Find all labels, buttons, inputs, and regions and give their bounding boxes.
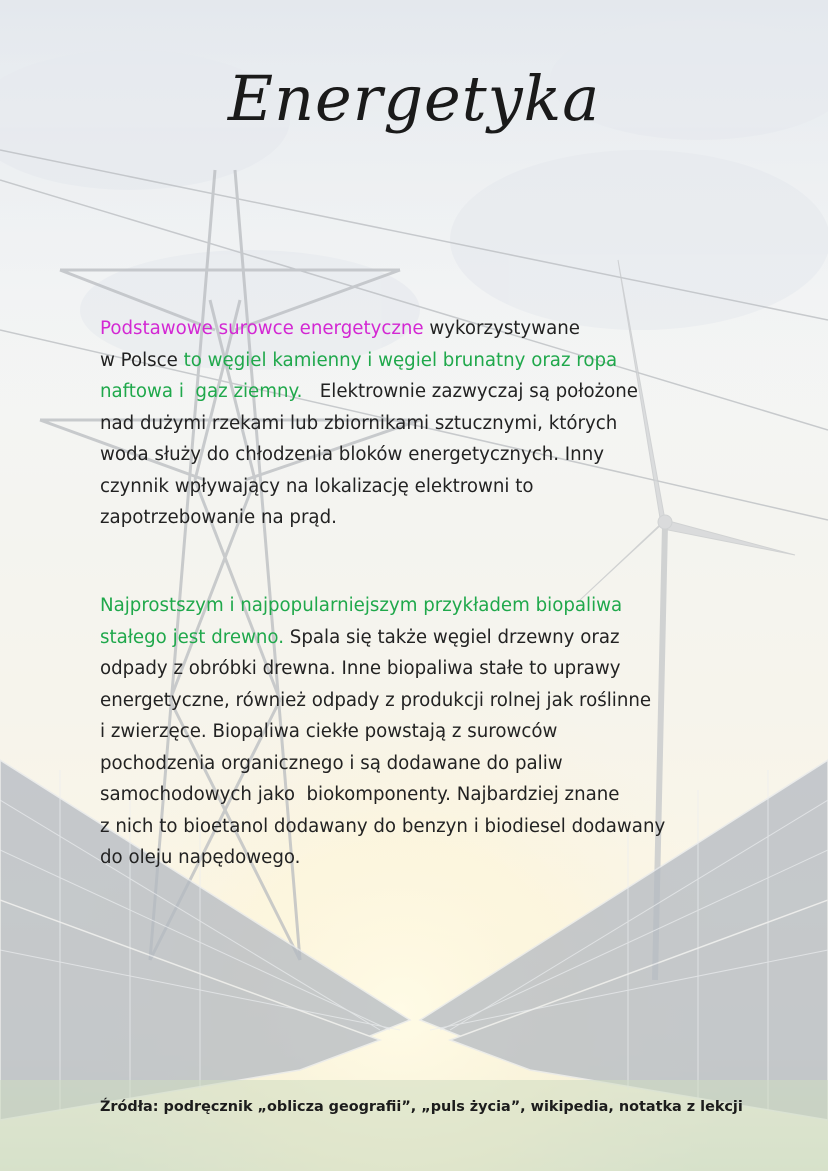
text-line: i zwierzęce. Biopaliwa ciekłe powstają z surowców	[100, 721, 558, 742]
text-span: wykorzystywane	[423, 318, 580, 339]
highlight-green: naftowa i gaz ziemny.	[100, 381, 303, 402]
paragraph-biofuels	[100, 590, 760, 874]
text-line: czynnik wpływający na lokalizację elektrowni to	[100, 475, 534, 497]
paragraph-energy-resources	[100, 313, 760, 534]
text-line	[100, 376, 760, 408]
text-line: odpady z obróbki drewna. Inne biopaliwa stałe to uprawy	[100, 658, 621, 679]
text-span: Elektrownie zazwyczaj są położone	[302, 381, 638, 402]
highlight-magenta: Podstawowe surowce energetyczne	[100, 318, 424, 339]
highlight-green: stałego jest drewno.	[100, 626, 284, 648]
page-title: Energetyka	[227, 62, 601, 135]
text-line: nad dużymi rzekami lub zbiornikami sztucznymi, których	[100, 412, 618, 434]
text-line: z nich to bioetanol dodawany do benzyn i biodiesel dodawany	[100, 815, 666, 837]
text-line	[100, 313, 760, 345]
text-line: samochodowych jako biokomponenty. Najbardziej znane	[100, 784, 620, 805]
text-line	[100, 345, 760, 377]
highlight-green: to węgiel kamienny i węgiel brunatny oraz ropa	[183, 349, 618, 371]
text-line: woda służy do chłodzenia bloków energetycznych. Inny	[100, 444, 604, 465]
text-line: do oleju napędowego.	[100, 847, 301, 868]
text-span: Spala się także węgiel drzewny oraz	[284, 626, 620, 648]
text-line: energetyczne, również odpady z produkcji rolnej jak roślinne	[100, 689, 652, 711]
highlight-green: Najprostszym i najpopularniejszym przykładem biopaliwa	[100, 595, 623, 616]
text-line	[100, 622, 760, 654]
text-span: w Polsce	[100, 349, 184, 371]
grass-strip	[0, 1080, 828, 1171]
text-line: pochodzenia organicznego i są dodawane do paliw	[100, 752, 563, 774]
sources-footer: Źródła: podręcznik „oblicza geografii”, „puls życia”, wikipedia, notatka z lekcji	[100, 1099, 743, 1115]
text-line: zapotrzebowanie na prąd.	[100, 507, 337, 528]
